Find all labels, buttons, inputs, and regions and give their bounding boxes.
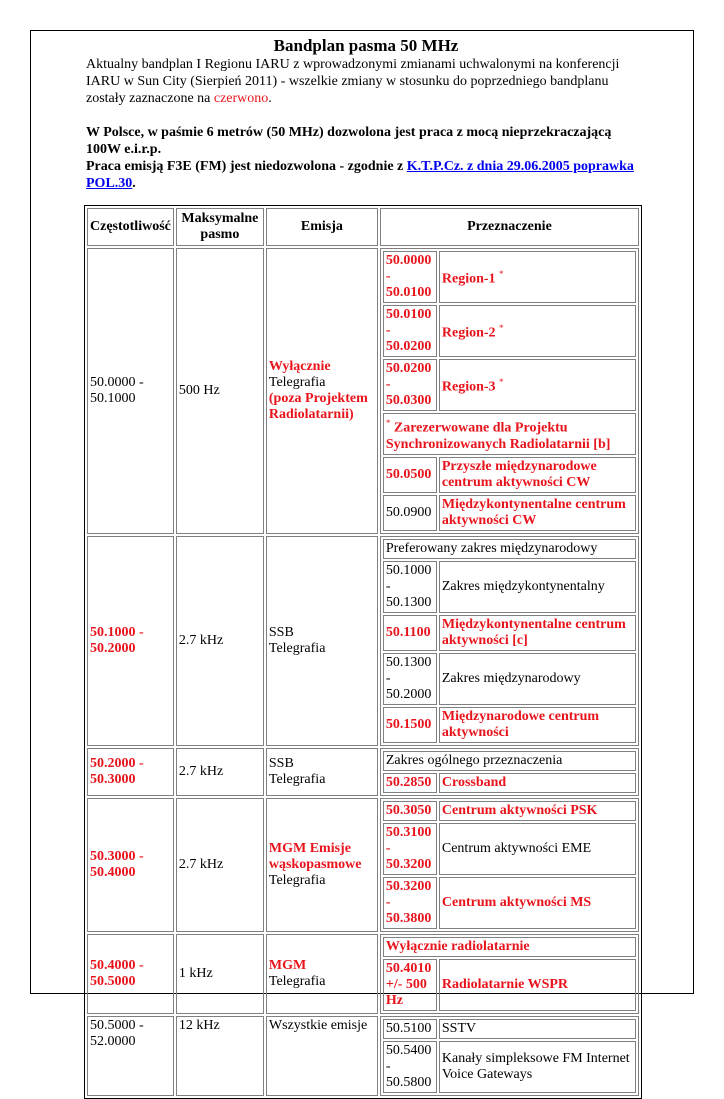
list-item: Wyłącznie radiolatarnie xyxy=(383,937,636,957)
list-item: 50.4010 +/- 500 Hz Radiolatarnie WSPR xyxy=(383,959,636,1011)
table-row xyxy=(87,1016,639,1096)
list-item: Preferowany zakres międzynarodowy xyxy=(383,539,636,559)
list-item: 50.0900 Międzykontynentalne centrum aktywności CW xyxy=(383,495,636,531)
list-item: 50.1000 - 50.1300 Zakres międzykontynentalny xyxy=(383,561,636,613)
document-header xyxy=(86,36,646,192)
list-item: 50.2850 Crossband xyxy=(383,773,636,793)
usage-cell xyxy=(380,248,639,534)
table-row xyxy=(87,248,639,534)
usage-subtable xyxy=(381,537,638,745)
bw-cell: 2.7 kHz xyxy=(176,798,264,932)
table-header-row xyxy=(87,208,639,246)
usage-cell xyxy=(380,1016,639,1096)
page-title: Bandplan pasma 50 MHz xyxy=(273,36,459,55)
usage-subtable xyxy=(381,749,638,795)
usage-cell xyxy=(380,934,639,1014)
table-row xyxy=(87,536,639,746)
list-item: 50.5400 - 50.5800 Kanały simpleksowe FM Internet Voice Gateways xyxy=(383,1041,636,1093)
header-frequency: Częstotliwość xyxy=(87,208,174,246)
bw-cell: 12 kHz xyxy=(176,1016,264,1096)
list-item: 50.3200 - 50.3800 Centrum aktywności MS xyxy=(383,877,636,929)
list-item: Zakres ogólnego przeznaczenia xyxy=(383,751,636,771)
list-item: 50.1100 Międzykontynentalne centrum aktywności [c] xyxy=(383,615,636,651)
freq-cell: 50.5000 - 52.0000 xyxy=(87,1016,174,1096)
table-row xyxy=(87,798,639,932)
usage-subtable xyxy=(381,935,638,1013)
bandplan-table xyxy=(84,205,642,1099)
usage-subtable xyxy=(381,249,638,533)
header-mode: Emisja xyxy=(266,208,378,246)
ktpcz-link[interactable]: K.T.P.Cz. z dnia 29.06.2005 poprawka POL.30 xyxy=(86,159,634,191)
freq-cell: 50.1000 - 50.2000 xyxy=(87,536,174,746)
list-item: 50.3050 Centrum aktywności PSK xyxy=(383,801,636,821)
usage-subtable xyxy=(381,799,638,931)
usage-subtable xyxy=(381,1017,638,1095)
list-item: 50.5100 SSTV xyxy=(383,1019,636,1039)
bw-cell: 2.7 kHz xyxy=(176,536,264,746)
list-item: 50.1300 - 50.2000 Zakres międzynarodowy xyxy=(383,653,636,705)
freq-cell: 50.2000 - 50.3000 xyxy=(87,748,174,796)
mode-cell: SSB Telegrafia xyxy=(266,748,378,796)
bw-cell: 2.7 kHz xyxy=(176,748,264,796)
freq-cell: 50.4000 - 50.5000 xyxy=(87,934,174,1014)
list-item: 50.3100 - 50.3200 Centrum aktywności EME xyxy=(383,823,636,875)
table-row xyxy=(87,934,639,1014)
mode-cell: MGM Telegrafia xyxy=(266,934,378,1014)
list-item: * Zarezerwowane dla Projektu Synchronizowanych Radiolatarnii [b] xyxy=(383,413,636,455)
header-bandwidth: Maksymalne pasmo xyxy=(176,208,264,246)
list-item: 50.1500 Międzynarodowe centrum aktywności xyxy=(383,707,636,743)
list-item: 50.0500 Przyszłe międzynarodowe centrum aktywności CW xyxy=(383,457,636,493)
bw-cell: 500 Hz xyxy=(176,248,264,534)
mode-cell: Wszystkie emisje xyxy=(266,1016,378,1096)
bw-cell: 1 kHz xyxy=(176,934,264,1014)
list-item: 50.0000 - 50.0100 Region-1 * xyxy=(383,251,636,303)
usage-cell xyxy=(380,748,639,796)
usage-cell xyxy=(380,536,639,746)
intro-paragraph: Aktualny bandplan I Regionu IARU z wprowadzonymi zmianami uchwalonymi na konferencji IARU w Sun City (Sierpień 2011) - wszelkie zmiany w stosunku do poprzedniego bandplanu zostały zaznaczone na czerwono. xyxy=(86,57,620,106)
header-usage: Przeznaczenie xyxy=(380,208,639,246)
fm-notice: Praca emisją F3E (FM) jest niedozwolona - zgodnie z K.T.P.Cz. z dnia 29.06.2005 poprawka POL.30. xyxy=(86,159,634,191)
usage-cell xyxy=(380,798,639,932)
mode-cell: Wyłącznie Telegrafia (poza Projektem Radiolatarnii) xyxy=(266,248,378,534)
mode-cell: SSB Telegrafia xyxy=(266,536,378,746)
list-item: 50.0100 - 50.0200 Region-2 * xyxy=(383,305,636,357)
red-word: czerwono xyxy=(213,91,269,106)
table-row xyxy=(87,748,639,796)
mode-cell: MGM Emisje wąskopasmowe Telegrafia xyxy=(266,798,378,932)
list-item: 50.0200 - 50.0300 Region-3 * xyxy=(383,359,636,411)
freq-cell: 50.3000 - 50.4000 xyxy=(87,798,174,932)
power-notice: W Polsce, w paśmie 6 metrów (50 MHz) dozwolona jest praca z mocą nieprzekraczającą 100W e.i.r.p. xyxy=(86,125,612,157)
freq-cell: 50.0000 - 50.1000 xyxy=(87,248,174,534)
